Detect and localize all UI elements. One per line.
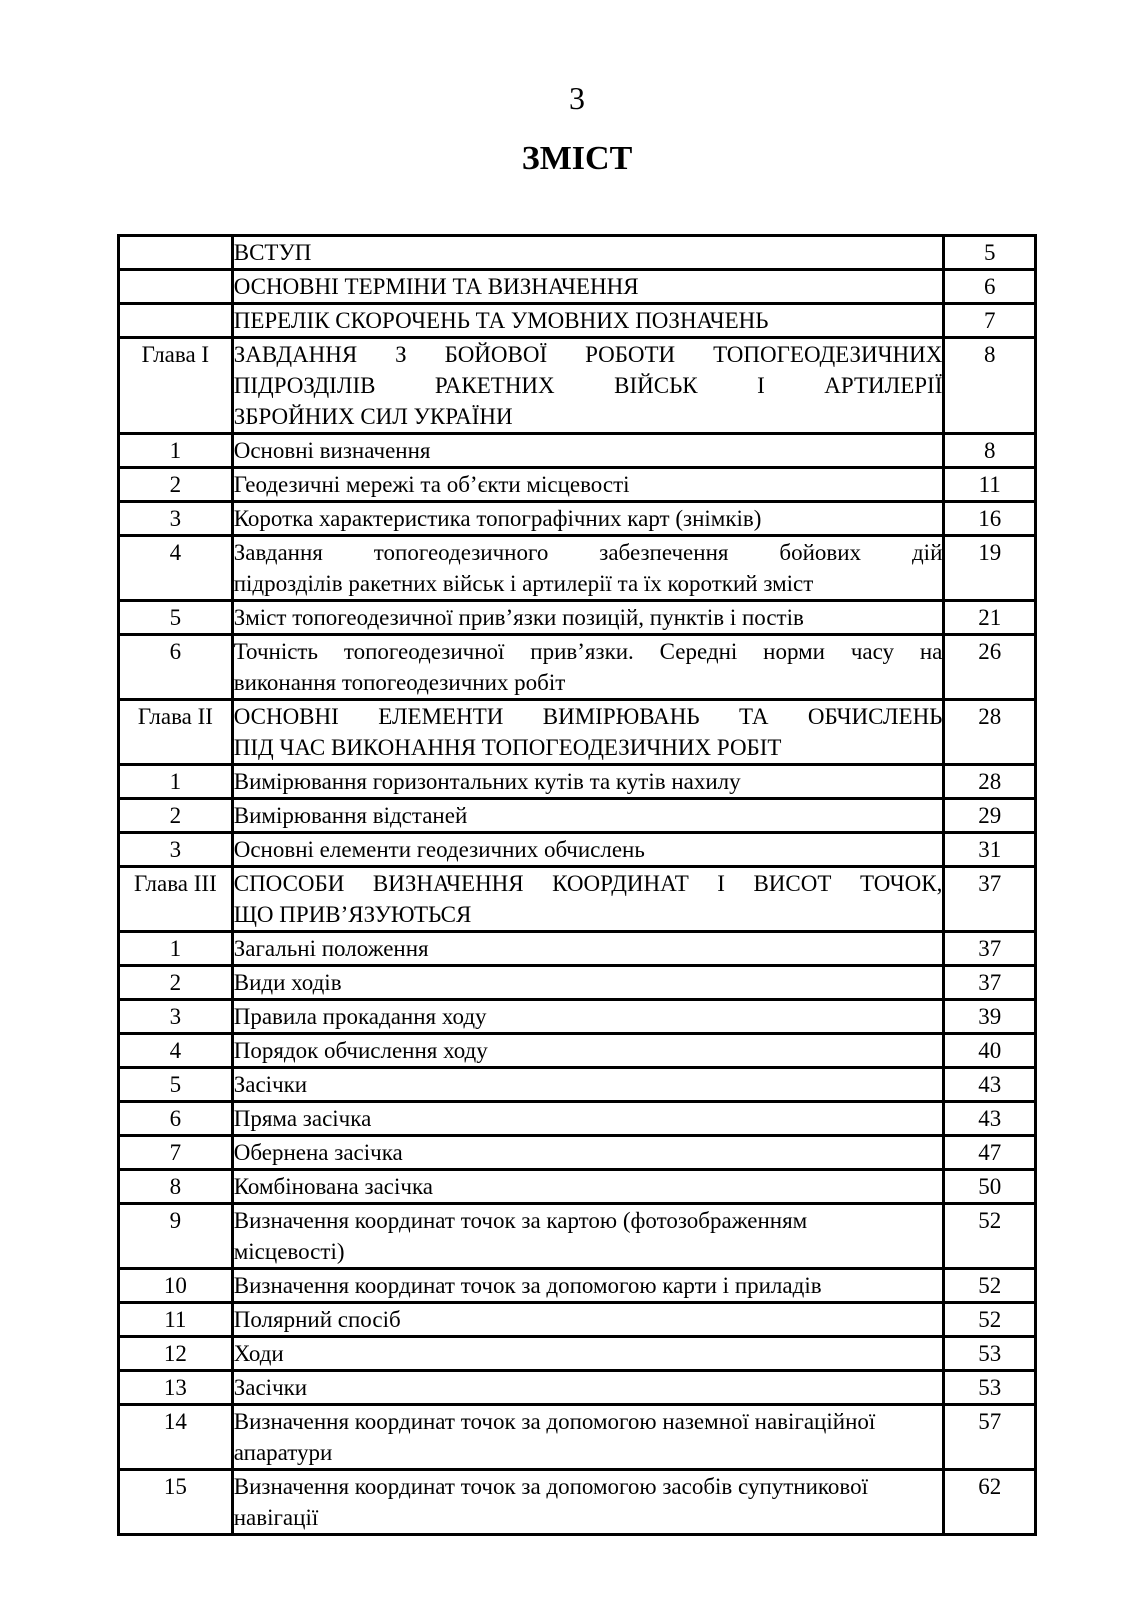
toc-row [119,1269,1036,1303]
chapter-cell: 15 [119,1470,233,1535]
title-cell [232,635,944,700]
title-cell [232,1371,944,1405]
page-cell: 39 [944,1000,1036,1034]
toc-row [119,236,1036,270]
toc-row [119,434,1036,468]
title-cell [232,799,944,833]
chapter-cell: Глава III [119,867,233,932]
page-cell: 8 [944,434,1036,468]
title-line: Точність топогеодезичної прив’язки. Середні норми часу на [233,639,943,664]
chapter-cell: 12 [119,1337,233,1371]
toc-row [119,536,1036,601]
chapter-cell: 1 [119,932,233,966]
title-line: Завдання топогеодезичного забезпечення бойових дій [233,540,943,565]
chapter-cell: 13 [119,1371,233,1405]
page-cell: 6 [944,270,1036,304]
title-cell [232,1034,944,1068]
chapter-cell: 10 [119,1269,233,1303]
title-cell [232,468,944,502]
title-line: Обернена засічка [233,1140,403,1165]
page-cell: 8 [944,338,1036,434]
page-cell: 7 [944,304,1036,338]
chapter-cell: 2 [119,468,233,502]
toc-table [117,234,1037,1536]
toc-row [119,1337,1036,1371]
toc-row [119,966,1036,1000]
toc-row [119,932,1036,966]
page-cell: 52 [944,1303,1036,1337]
chapter-cell [119,270,233,304]
chapter-cell: 4 [119,536,233,601]
title-cell [232,1470,944,1535]
title-line: Засічки [233,1072,308,1097]
page-cell: 26 [944,635,1036,700]
page-cell: 28 [944,700,1036,765]
title-line: ПІД ЧАС ВИКОНАННЯ ТОПОГЕОДЕЗИЧНИХ РОБІТ [233,735,782,760]
title-cell [232,1337,944,1371]
page-cell: 31 [944,833,1036,867]
title-line: Полярний спосіб [233,1307,401,1332]
title-cell [232,304,944,338]
chapter-cell: 6 [119,635,233,700]
title-line: Вимірювання відстаней [233,803,468,828]
page-cell: 62 [944,1470,1036,1535]
toc-body [119,236,1036,1535]
toc-row [119,1405,1036,1470]
toc-row [119,1204,1036,1269]
title-cell [232,1068,944,1102]
title-line: ЩО ПРИВ’ЯЗУЮТЬСЯ [233,902,472,927]
chapter-cell: 1 [119,434,233,468]
page-cell: 19 [944,536,1036,601]
title-cell [232,1000,944,1034]
title-cell [232,932,944,966]
title-line: ОСНОВНІ ТЕРМІНИ ТА ВИЗНАЧЕННЯ [233,274,639,299]
title-line: ПЕРЕЛІК СКОРОЧЕНЬ ТА УМОВНИХ ПОЗНАЧЕНЬ [233,308,769,333]
title-line: СПОСОБИ ВИЗНАЧЕННЯ КООРДИНАТ І ВИСОТ ТОЧОК, [233,871,943,896]
title-line: Визначення координат точок за допомогою наземної навігаційної [233,1409,876,1434]
toc-row [119,1000,1036,1034]
chapter-cell: 14 [119,1405,233,1470]
contents-heading: ЗМІСТ [521,140,633,177]
chapter-cell [119,304,233,338]
chapter-cell: 3 [119,833,233,867]
title-cell [232,867,944,932]
toc-row [119,1371,1036,1405]
title-cell [232,270,944,304]
chapter-cell: 6 [119,1102,233,1136]
page-cell: 37 [944,966,1036,1000]
page-cell: 50 [944,1170,1036,1204]
title-line: Зміст топогеодезичної прив’язки позицій, пунктів і постів [233,605,804,630]
title-cell [232,236,944,270]
title-line: ОСНОВНІ ЕЛЕМЕНТИ ВИМІРЮВАНЬ ТА ОБЧИСЛЕНЬ [233,704,943,729]
title-cell [232,601,944,635]
toc-row [119,338,1036,434]
toc-row [119,1470,1036,1535]
title-line: Основні елементи геодезичних обчислень [233,837,645,862]
page-cell: 16 [944,502,1036,536]
toc-row [119,765,1036,799]
toc-row [119,1068,1036,1102]
title-cell [232,434,944,468]
page-cell: 21 [944,601,1036,635]
title-cell [232,833,944,867]
title-line: Визначення координат точок за картою (фотозображенням [233,1208,808,1233]
chapter-cell: 2 [119,799,233,833]
title-line: Ходи [233,1341,284,1366]
chapter-cell: 4 [119,1034,233,1068]
toc-row [119,1034,1036,1068]
page-cell: 37 [944,932,1036,966]
title-line: Коротка характеристика топографічних карт (знімків) [233,506,762,531]
title-line: ЗАВДАННЯ З БОЙОВОЇ РОБОТИ ТОПОГЕОДЕЗИЧНИХ [233,342,943,367]
chapter-cell: Глава I [119,338,233,434]
toc-row [119,502,1036,536]
title-line: Загальні положення [233,936,429,961]
title-cell [232,1269,944,1303]
page-cell: 47 [944,1136,1036,1170]
page-cell: 52 [944,1269,1036,1303]
chapter-cell: 3 [119,502,233,536]
title-line: виконання топогеодезичних робіт [233,670,566,695]
toc-row [119,1303,1036,1337]
toc-row [119,1136,1036,1170]
title-cell [232,700,944,765]
toc-row [119,867,1036,932]
chapter-cell: 8 [119,1170,233,1204]
chapter-cell [119,236,233,270]
title-line: навігації [233,1505,319,1530]
page-cell: 40 [944,1034,1036,1068]
document-page [117,0,1037,1536]
title-cell [232,502,944,536]
title-line: підрозділів ракетних військ і артилерії та їх короткий зміст [233,571,814,596]
title-line: місцевості) [233,1239,345,1264]
title-line: Пряма засічка [233,1106,372,1131]
title-cell [232,1204,944,1269]
title-line: Геодезичні мережі та об’єкти місцевості [233,472,630,497]
chapter-cell: 3 [119,1000,233,1034]
title-line: Засічки [233,1375,308,1400]
chapter-cell: 2 [119,966,233,1000]
page-cell: 43 [944,1102,1036,1136]
title-line: Комбінована засічка [233,1174,433,1199]
toc-row [119,270,1036,304]
page-cell: 53 [944,1337,1036,1371]
title-cell [232,1102,944,1136]
page-cell: 57 [944,1405,1036,1470]
title-line: Правила прокадання ходу [233,1004,487,1029]
page-cell: 43 [944,1068,1036,1102]
toc-row [119,833,1036,867]
page-cell: 52 [944,1204,1036,1269]
toc-row [119,700,1036,765]
toc-row [119,1102,1036,1136]
chapter-cell: 9 [119,1204,233,1269]
title-cell [232,1136,944,1170]
title-line: ЗБРОЙНИХ СИЛ УКРАЇНИ [233,404,513,429]
page-cell: 11 [944,468,1036,502]
title-line: Вимірювання горизонтальних кутів та кутів нахилу [233,769,741,794]
title-line: апаратури [233,1440,333,1465]
title-cell [232,1405,944,1470]
title-cell [232,966,944,1000]
title-cell [232,1170,944,1204]
title-line: Визначення координат точок за допомогою карти і приладів [233,1273,822,1298]
page-cell: 37 [944,867,1036,932]
title-line: ВСТУП [233,240,312,265]
toc-row [119,1170,1036,1204]
title-line: Порядок обчислення ходу [233,1038,488,1063]
title-cell [232,765,944,799]
chapter-cell: 5 [119,601,233,635]
page-number: 3 [569,80,585,116]
title-cell [232,1303,944,1337]
page-cell: 29 [944,799,1036,833]
page-cell: 5 [944,236,1036,270]
title-line: Види ходів [233,970,342,995]
toc-row [119,304,1036,338]
toc-row [119,635,1036,700]
page-cell: 53 [944,1371,1036,1405]
page-cell: 28 [944,765,1036,799]
toc-row [119,468,1036,502]
title-cell [232,338,944,434]
title-cell [232,536,944,601]
toc-row [119,799,1036,833]
title-line: Визначення координат точок за допомогою засобів супутникової [233,1474,869,1499]
toc-row [119,601,1036,635]
title-line: Основні визначення [233,438,431,463]
title-line: ПІДРОЗДІЛІВ РАКЕТНИХ ВІЙСЬК І АРТИЛЕРІЇ [233,373,943,398]
chapter-cell: 5 [119,1068,233,1102]
chapter-cell: 1 [119,765,233,799]
chapter-cell: Глава II [119,700,233,765]
chapter-cell: 11 [119,1303,233,1337]
chapter-cell: 7 [119,1136,233,1170]
